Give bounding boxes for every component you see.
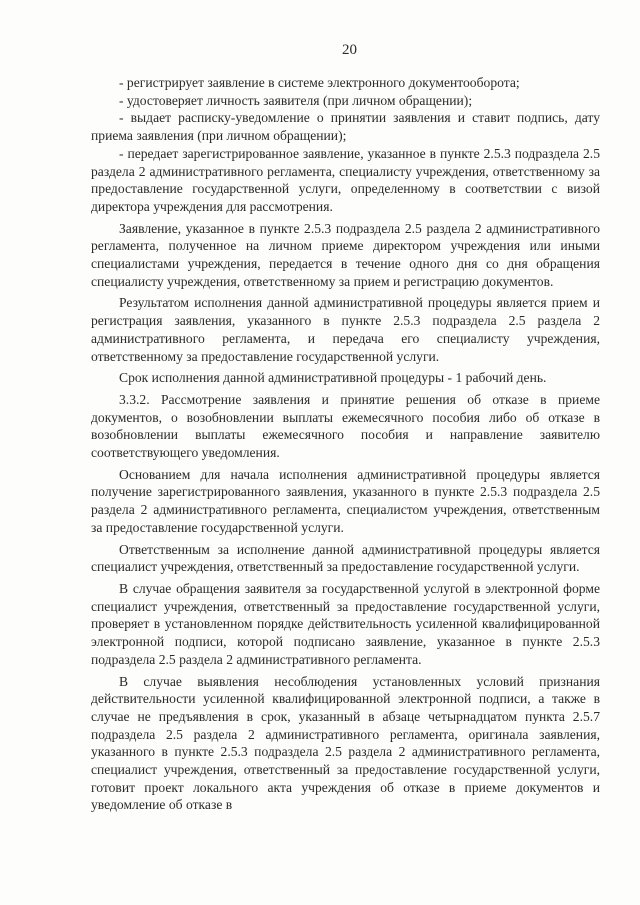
paragraph: Основанием для начала исполнения административной процедуры является получение зарегистрированного заявления, указанного в пункте 2.5.3 подраздела 2.5 раздела 2 административного регламента, специалистом учреждения, ответственным за предоставление государственной услуги. — [91, 466, 600, 535]
list-item: - регистрирует заявление в системе электронного документооборота; — [119, 75, 520, 90]
page-number: 20 — [342, 42, 357, 58]
paragraph: Результатом исполнения данной административной процедуры является прием и регистрация заявления, указанного в пункте 2.5.3 подраздела 2.5 раздела 2 административного регламента, и передача его специалисту учреждения, ответственному за предоставление государственной услуги. — [91, 295, 600, 364]
list-item: - передает зарегистрированное заявление, указанное в пункте 2.5.3 подраздела 2.5 раздела 2 административного регламента, специалисту учреждения, ответственному за предоставление государственной услуги, определенному в соответствии с визой директора учреждения для рассмотрения. — [91, 145, 600, 214]
list-item: - удостоверяет личность заявителя (при личном обращении); — [119, 92, 473, 108]
paragraph: Заявление, указанное в пункте 2.5.3 подраздела 2.5 раздела 2 административного регламента, полученное на личном приеме директором учреждения или иными специалистами учреждения, передается в течение одного дня со дня обращения специалисту учреждения, ответственному за прием и регистрацию документов. — [91, 220, 600, 289]
section-heading-paragraph: 3.3.2. Рассмотрение заявления и принятие решения об отказе в приеме документов, о возобновлении выплаты ежемесячного пособия либо об отказе в возобновлении выплаты ежемесячного пособия и направление заявителю соответствующего уведомления. — [91, 391, 600, 461]
paragraph: Срок исполнения данной административной процедуры - 1 рабочий день. — [119, 370, 547, 386]
paragraph: В случае выявления несоблюдения установленных условий признания действительности усиленной квалифицированной электронной подписи, а также в случае не предъявления в срок, указанный в абзаце четырнадцатом пункта 2.5.7 подраздела 2.5 раздела 2 административного регламента, оригинала заявления, указанного в пункте 2.5.3 подраздела 2.5 раздела 2 административного регламента, специалист учреждения, ответственный за предоставление государственной услуги, готовит проект локального акта учреждения об отказе в приеме документов и уведомление об отказе в — [91, 673, 600, 813]
list-item: - выдает расписку-уведомление о принятии заявления и ставит подпись, дату приема заявления (при личном обращении); — [91, 110, 600, 144]
paragraph: В случае обращения заявителя за государственной услугой в электронной форме специалист учреждения, ответственный за предоставление государственной услуги, проверяет в установленном порядке действительность усиленной квалифицированной электронной подписи, которой подписано заявление, указанное в пункте 2.5.3 подраздела 2.5 раздела 2 административного регламента. — [91, 580, 600, 667]
paragraph: Ответственным за исполнение данной административной процедуры является специалист учреждения, ответственный за предоставление государственной услуги. — [91, 541, 600, 575]
document-body — [91, 74, 600, 814]
